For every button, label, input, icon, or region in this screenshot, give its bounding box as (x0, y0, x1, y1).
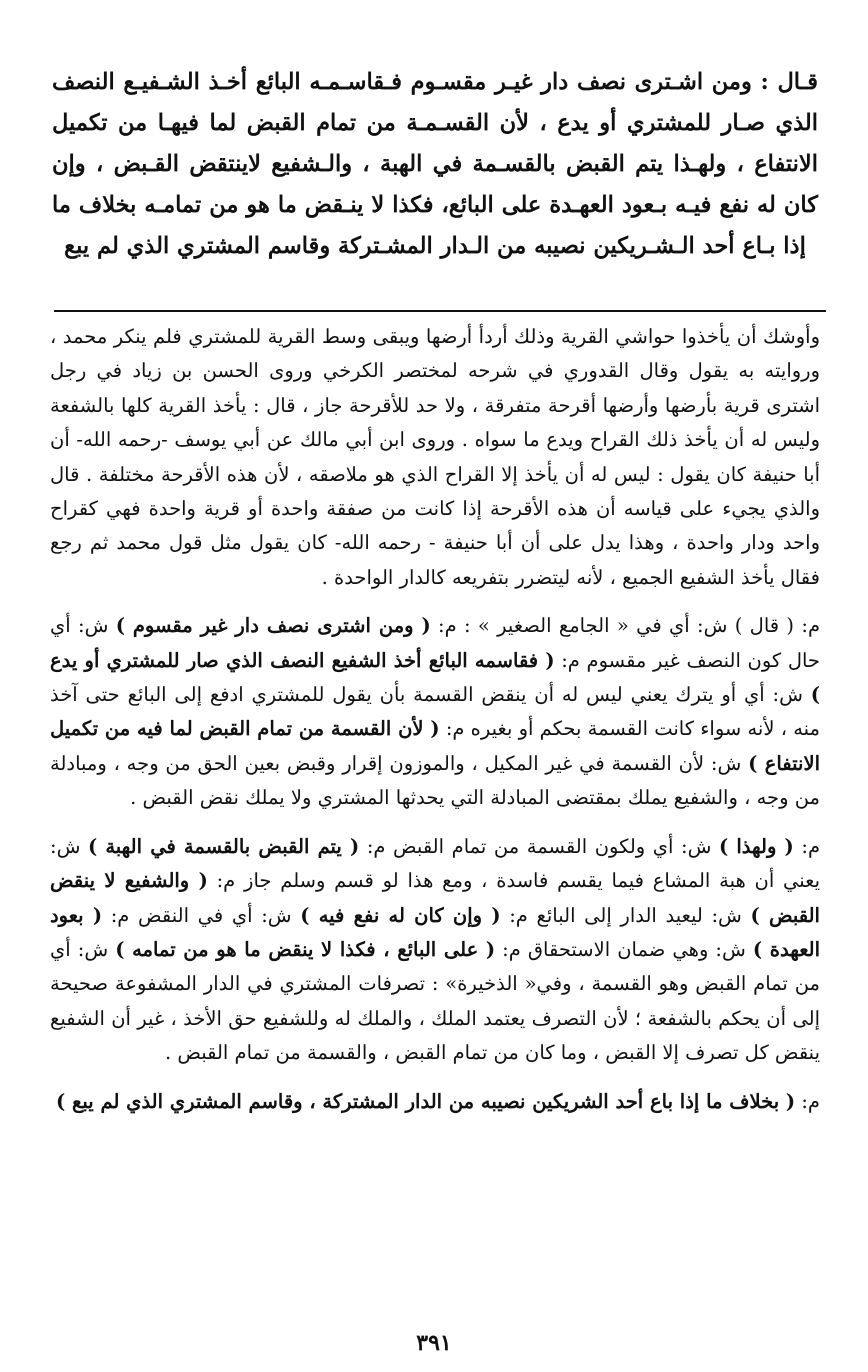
text-run: ش: لأن القسمة في غير المكيل ، والموزون إقرار وقبض بعين الحق من وجه ، ومبادلة من وجه ، والشفيع يملك بمقتضى المبادلة التي يحدثها المشتري ولا يملك نقض القبض . (50, 751, 820, 810)
page-number: ٣٩١ (416, 1330, 452, 1356)
matn-quote: ( يتم القبض بالقسمة في الهبة ) (87, 834, 360, 858)
matn-quote: ( وإن كان له نفع فيه ) (300, 903, 501, 927)
text-run: م: (795, 1089, 820, 1113)
text-run: ش: أي في النقض م: (102, 903, 301, 927)
text-run: ش: وهي ضمان الاستحقاق م: (495, 937, 753, 961)
matn-paragraph: قـال : ومن اشـترى نصف دار غيـر مقسـوم فـقاسـمـه البائع أخـذ الشـفيـع النصف الذي صـار للمشتري أو يدع ، لأن القسـمـة من تمام القبض لما فيهـا من تكميل الانتفاع ، ولهـذا يتم القبض بالقسـمة في الهبة ، والـشفيع لاينتقض القـبض ، وإن كان له نفع فيـه بـعود العهـدة على البائع، فكذا لا ينـقض ما هو من تمامـه بخلاف ما إذا بـاع أحد الـشـريكين نصيبه من الـدار المشـتركة وقاسم المشتري الذي لم يبع (52, 69, 818, 259)
text-run: م: ( قال ) ش: أي في « الجامع الصغير » : م: (430, 614, 821, 638)
matn-quote: ( فقاسمه البائع أخذ الشفيع النصف الذي صار للمشتري أو يدع ) (50, 648, 820, 707)
commentary-paragraph-3 (50, 1085, 820, 1119)
commentary-intro-paragraph: وأوشك أن يأخذوا حواشي القرية وذلك أردأ أرضها ويبقى وسط القرية للمشتري فلم ينكر محمد ، وروايته به يقول وقال القدوري في شرحه لمختصر الكرخي وروى الحسن بن زياد في رجل اشترى قرية بأرضها وأرضها أقرحة متفرقة ، ولا حد للأقرحة جاز ، قال : يأخذ القرية كلها بالشفعة وليس له أن يأخذ ذلك القراح ويدع ما سواه . وروى ابن أبي مالك عن أبي يوسف -رحمه الله- أن أبا حنيفة كان يقول : ليس له أن يأخذ إلا القراح الذي هو ملاصقه ، لأن هذه الأقرحة مختلفة . قال والذي يجيء على قياسه أن هذه الأقرحة إذا كانت من صفقة واحدة أو قرية واحدة فهي كقراح واحد ودار واحدة ، وهذا يدل على أن أبا حنيفة - رحمه الله- كان يقول مثل قول محمد ثم رجع فقال يأخذ الشفيع الجميع ، لأنه ليتضرر بتفريعه كالدار الواحدة . (50, 325, 820, 589)
matn-quote: ( على البائع ، فكذا لا ينقض ما هو من تمامه ) (115, 937, 496, 961)
text-run: ش: أي ولكون القسمة من تمام القبض م: (359, 834, 719, 858)
matn-quote: ( ومن اشترى نصف دار غير مقسوم ) (115, 614, 431, 638)
matn-quote: ( لأن القسمة من تمام القبض لما فيه من تكميل الانتفاع ) (50, 717, 820, 775)
text-run: ش: ليعيد الدار إلى البائع م: (500, 903, 751, 927)
matn-quote: ( والشفيع لا ينقض القبض ) (50, 869, 820, 927)
text-run: ش: أي أو يترك يعني ليس له أن ينقض القسمة بأن يقول للمشتري ادفع إلى البائع حتى آخذ منه ، لأنه سواء كانت القسمة بحكم أو بغيره م: (50, 683, 821, 741)
text-run: ش: يعني أن هبة المشاع فيما يقسم فاسدة ، ومع هذا لو قسم وسلم جاز م: (50, 834, 821, 893)
matn-text-block (52, 62, 818, 267)
text-run: ش: أي حال كون النصف غير مقسوم م: (50, 614, 820, 672)
commentary-paragraph-1 (50, 609, 820, 815)
matn-quote: ( بعود العهدة ) (50, 903, 820, 961)
commentary-block (50, 320, 820, 1133)
commentary-paragraph-2 (50, 830, 820, 1071)
text-run: ش: أي من تمام القبض وهو القسمة ، وفي« الذخيرة» : تصرفات المشتري في الدار المشفوعة صحيحة إلى أن يحكم بالشفعة ؛ لأن التصرف يعتمد الملك ، والملك له وللشفيع حق الأخذ ، غير أن الشفيع ينقض كل تصرف إلا القبض ، وما كان من تمام القبض ، والقسمة من تمام القبض . (50, 937, 820, 1065)
matn-quote: ( ولهذا ) (719, 834, 794, 858)
matn-quote: ( بخلاف ما إذا باع أحد الشريكين نصيبه من الدار المشتركة ، وقاسم المشتري الذي لم يبع ) (55, 1089, 796, 1113)
text-run: م: (793, 834, 821, 858)
separator-line (54, 310, 826, 312)
